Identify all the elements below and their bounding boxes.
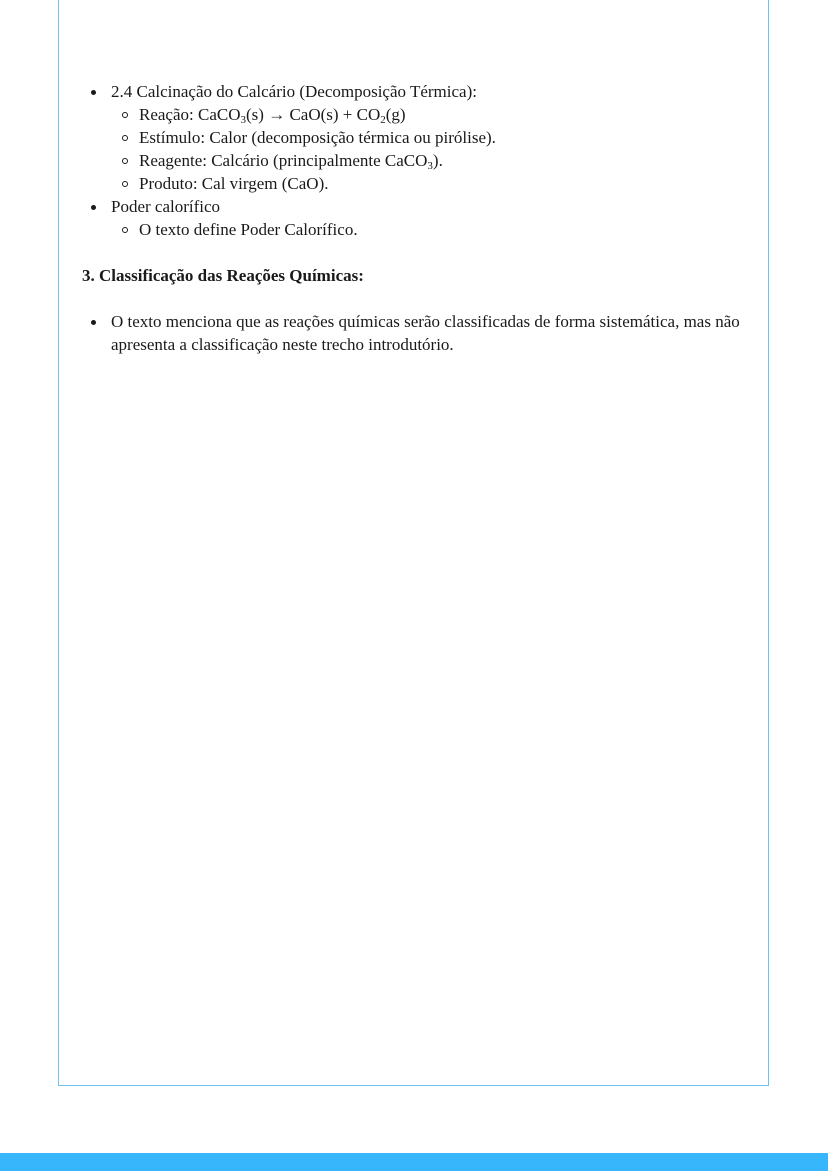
bottom-bar [0,1153,828,1171]
text: Reagente: Calcário (principalmente CaCO [139,151,428,170]
list-item [82,195,742,241]
subscript: 3 [427,160,433,172]
section-2-list [82,80,742,241]
text: Reação: CaCO [139,105,241,124]
section-3-heading: 3. Classificação das Reações Químicas: [82,266,364,285]
list-item [82,80,742,195]
text: Produto: Cal virgem (CaO). [139,174,329,193]
text: (s) → CaO(s) + CO [246,105,381,124]
list-item-label: 2.4 Calcinação do Calcário (Decomposição Térmica): [111,82,477,101]
text: Estímulo: Calor (decomposição térmica ou pirólise). [139,128,496,147]
text: O texto define Poder Calorífico. [139,220,358,239]
sub-list-item-reaction [111,103,742,126]
list-item-label: Poder calorífico [111,197,221,216]
text: (g) [385,105,406,124]
text: ). [432,151,443,170]
sub-list-item-stimulus [111,126,742,149]
subscript: 2 [380,114,386,126]
subscript: 3 [240,114,246,126]
sub-list [111,218,742,241]
section-3-list [82,310,742,356]
sub-list-item-product [111,172,742,195]
list-item: O texto menciona que as reações químicas serão classificadas de forma sistemática, mas não apresenta a classificação neste trecho introdutório. [82,310,742,356]
document-content [82,80,742,356]
sub-list [111,103,742,195]
sub-list-item [111,218,742,241]
sub-list-item-reagent [111,149,742,172]
